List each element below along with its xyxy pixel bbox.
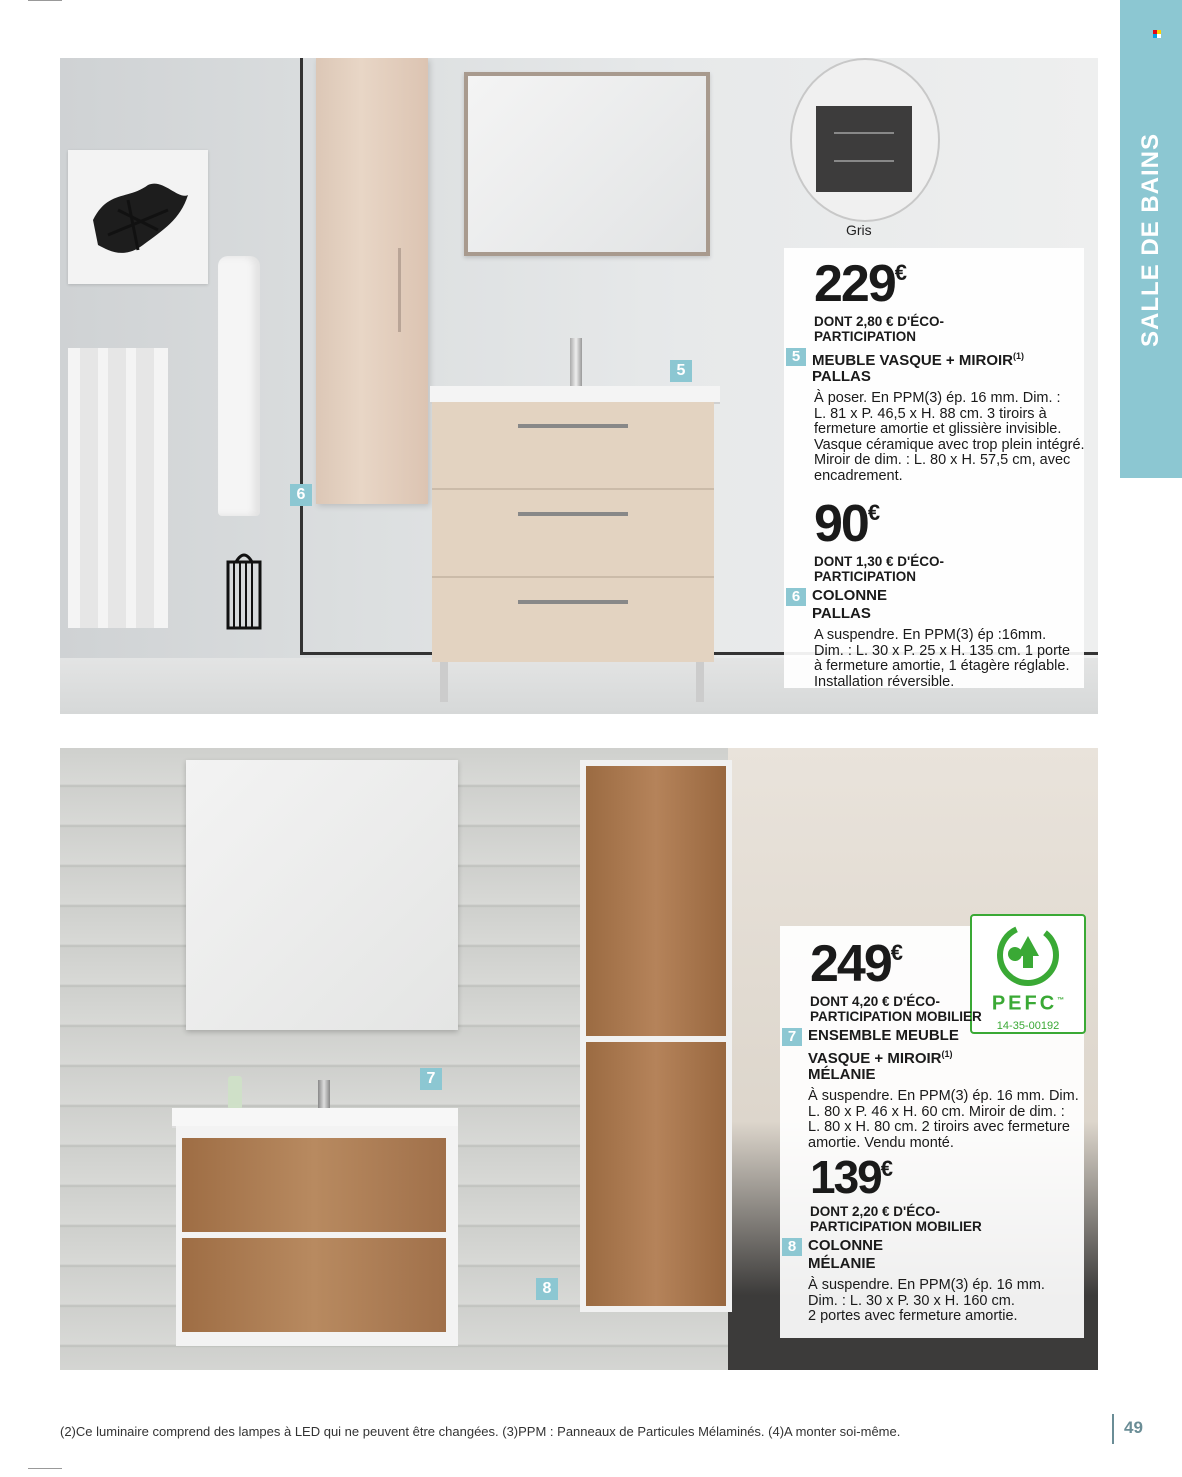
pefc-code: 14-35-00192 xyxy=(996,1019,1060,1032)
crop-mark-top xyxy=(28,0,62,1)
product-5-description: À poser. En PPM(3) ép. 16 mm. Dim. : L. 81 x P. 46,5 x H. 88 cm. 3 tiroirs à fermeture amortie et glissière invisible. Vasque céramique avec trop plein intégré. Miroir de dim. : L. 80 x H. 57,5 cm, avec encadrement. xyxy=(814,390,1085,484)
faucet-melanie xyxy=(318,1080,330,1110)
product-badge-8: 8 xyxy=(536,1278,558,1300)
column-cabinet-pallas xyxy=(316,58,428,504)
product-8-description: À suspendre. En PPM(3) ép. 16 mm. Dim. : L. 30 x P. 30 x H. 160 cm. 2 portes avec fermeture amortie. xyxy=(808,1277,1045,1324)
vanity-cabinet-melanie xyxy=(176,1126,458,1346)
product-8-title: 8 COLONNE MÉLANIE xyxy=(782,1238,1082,1272)
color-dots xyxy=(1153,30,1161,38)
price-139: 139€ xyxy=(810,1151,893,1203)
section-title: SALLE DE BAINS xyxy=(1137,132,1164,348)
inset-label: Gris xyxy=(846,222,872,238)
product-5-title: 5 MEUBLE VASQUE + $MIROIR^{(1)}$ PALLAS xyxy=(786,348,1086,385)
vanity-cabinet-pallas xyxy=(432,402,714,662)
footer-note: (2)Ce luminaire comprend des lampes à LED qui ne peuvent être changées. (3)PPM : Panneaux de Particules Mélaminés. (4)A monter soi-même. xyxy=(60,1424,901,1439)
wall-artwork xyxy=(68,150,208,284)
product-8-info xyxy=(782,1151,1082,1325)
product-7-title: 7 ENSEMBLE MEUBLE VASQUE + $MIROIR^{(1)}$ MÉLANIE xyxy=(782,1028,1082,1083)
mirror-melanie xyxy=(186,760,458,1030)
pefc-label: PEFC™ xyxy=(991,992,1065,1015)
mirror-pallas xyxy=(464,72,710,256)
product-badge-7: 7 xyxy=(420,1068,442,1090)
vanity-leg-right xyxy=(696,662,704,702)
product-7-info xyxy=(782,935,1082,1151)
eco-participation-7: DONT 4,20 € D'ÉCO- PARTICIPATION MOBILIER xyxy=(810,994,982,1024)
eco-participation-6: DONT 1,30 € D'ÉCO- PARTICIPATION xyxy=(814,554,944,584)
page-number-divider xyxy=(1112,1414,1114,1444)
faucet xyxy=(570,338,582,390)
inset-grey-variant xyxy=(790,58,940,222)
section-side-tab xyxy=(1120,0,1182,478)
price-229: 229€ xyxy=(814,255,908,313)
vanity-basin-melanie xyxy=(172,1108,458,1128)
product-badge-5: 5 xyxy=(670,360,692,382)
towel xyxy=(218,256,260,516)
column-cabinet-melanie xyxy=(580,760,732,1312)
eco-participation-8: DONT 2,20 € D'ÉCO- PARTICIPATION MOBILIER xyxy=(810,1204,982,1234)
product-6-title: 6 COLONNE PALLAS xyxy=(786,588,1086,622)
shower-frame xyxy=(300,58,303,654)
eco-participation-5: DONT 2,80 € D'ÉCO- PARTICIPATION xyxy=(814,314,944,344)
vanity-leg-left xyxy=(440,662,448,702)
product-7-description: À suspendre. En PPM(3) ép. 16 mm. Dim. L. 80 x P. 46 x H. 60 cm. Miroir de dim. : L. 80 x H. 80 cm. 2 tiroirs avec fermeture amortie. Vendu monté. xyxy=(808,1088,1079,1151)
soap-bottle xyxy=(228,1076,242,1110)
product-5-info xyxy=(786,255,1086,484)
price-90: 90€ xyxy=(814,495,881,553)
lantern xyxy=(220,548,268,632)
product-badge-6: 6 xyxy=(290,484,312,506)
price-249: 249€ xyxy=(810,935,904,993)
page-number: 49 xyxy=(1124,1418,1143,1437)
crop-mark-bottom xyxy=(28,1468,62,1469)
product-6-info xyxy=(786,495,1086,690)
product-6-description: A suspendre. En PPM(3) ép :16mm. Dim. : L. 30 x P. 25 x H. 135 cm. 1 porte à fermeture amortie, 1 étagère réglable. Installation réversible. xyxy=(814,627,1071,690)
radiator xyxy=(68,348,168,628)
